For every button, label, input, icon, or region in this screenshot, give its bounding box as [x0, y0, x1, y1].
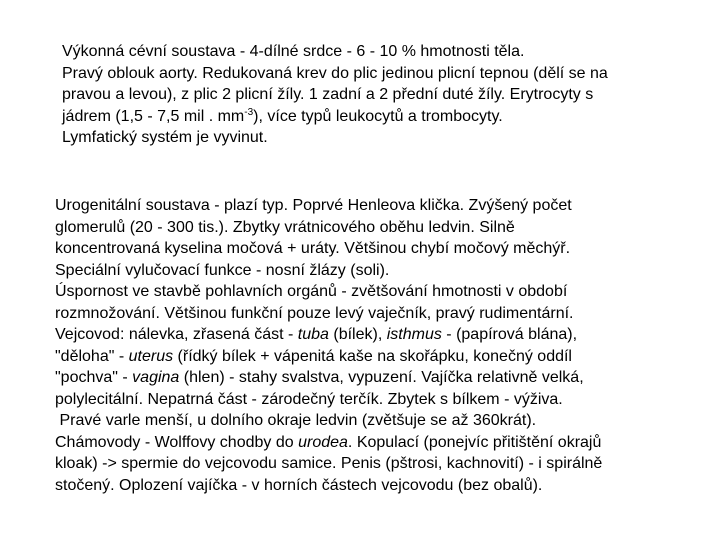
text-line: Speciální vylučovací funkce - nosní žlázy (soli).: [55, 261, 390, 279]
text-line: pravou a levou), z plic 2 plicní žíly. 1 zadní a 2 přední duté žíly. Erytrocyty s: [62, 86, 594, 103]
text-line: glomerulů (20 - 300 tis.). Zbytky vrátnicového oběhu ledvin. Silně: [55, 218, 515, 236]
superscript: -3: [244, 106, 254, 118]
text-line: [55, 432, 602, 454]
cardiovascular-paragraph: [62, 41, 608, 149]
text-line: Urogenitální soustava - plazí typ. Poprvé Henleova klička. Zvýšený počet: [55, 197, 572, 214]
text-segment: ), více typů leukocytů a trombocyty.: [253, 107, 503, 125]
text-line: [55, 367, 602, 389]
italic-term: vagina: [132, 369, 180, 386]
text-line: rozmnožování. Většinou funkční pouze levý vaječník, pravý rudimentární.: [55, 304, 574, 322]
text-segment: (řídký bílek + vápenitá kaše na skořápku, konečný oddíl: [173, 347, 572, 365]
text-segment: Chámovody - Wolffovy chodby do: [55, 433, 299, 451]
text-segment: . Kopulací (ponejvíc přitištění okrajů: [347, 433, 602, 451]
text-segment: Vejcovod: nálevka, zřasená část -: [55, 326, 298, 343]
text-line: Pravé varle menší, u dolního okraje ledvin (zvětšuje se až 360krát).: [55, 412, 537, 429]
text-line: polylecitální. Nepatrná část - zárodečný terčík. Zbytek s bílkem - výživa.: [55, 390, 563, 408]
italic-term: isthmus: [386, 326, 442, 343]
text-line: Pravý oblouk aorty. Redukovaná krev do plic jedinou plicní tepnou (dělí se na: [62, 64, 608, 82]
text-segment: jádrem (1,5 - 7,5 mil . mm: [62, 107, 245, 125]
text-segment: (bílek),: [328, 326, 387, 343]
text-line: [62, 106, 608, 128]
text-line: [55, 324, 602, 346]
text-line: [55, 346, 602, 368]
text-line: stočený. Oplození vajíčka - v horních částech vejcovodu (bez obalů).: [55, 476, 543, 494]
text-line: kloak) -> spermie do vejcovodu samice. Penis (pštrosi, kachnovití) - i spirálně: [55, 455, 603, 472]
text-line: Lymfatický systém je vyvinut.: [62, 129, 268, 146]
italic-term: uterus: [128, 347, 174, 365]
italic-term: urodea: [298, 433, 348, 451]
urogenital-paragraph: [55, 195, 602, 496]
text-segment: - (papírová blána),: [441, 326, 578, 343]
text-segment: "pochva" -: [55, 369, 133, 386]
text-segment: "děloha" -: [55, 347, 129, 365]
text-line: koncentrovaná kyselina močová + uráty. Většinou chybí močový měchýř.: [55, 240, 571, 257]
italic-term: tuba: [297, 326, 329, 343]
text-segment: (hlen) - stahy svalstva, vypuzení. Vajíčka relativně velká,: [179, 369, 584, 386]
text-line: Úspornost ve stavbě pohlavních orgánů - zvětšování hmotnosti v období: [55, 283, 568, 300]
text-line: Výkonná cévní soustava - 4-dílné srdce - 6 - 10 % hmotnosti těla.: [62, 43, 525, 60]
